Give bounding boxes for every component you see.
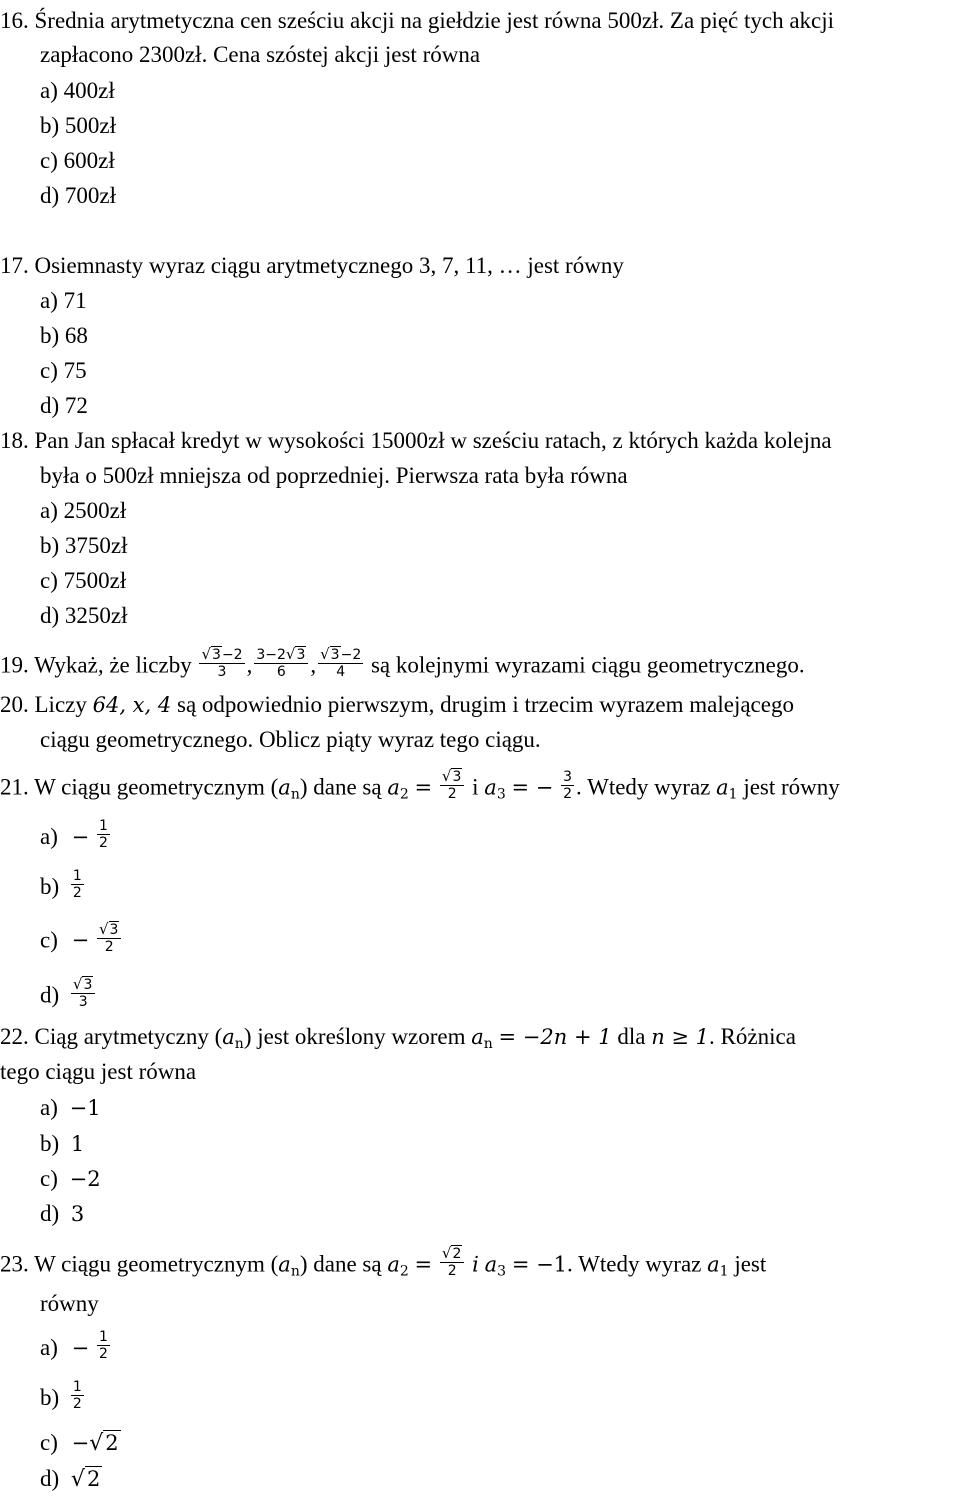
- question-22-line-1: 22. Ciąg arytmetyczny $(a_n)$ jest określony wzorem $a_n = -2n + 1$ dla n ≥ 1. Różnica: [0, 1024, 796, 1052]
- option-21-a: a) − $\frac{1}{2}$: [40, 818, 108, 851]
- option-17-b: b) 68: [40, 323, 88, 348]
- fraction-19-2: $\frac{3-2√3}{6}$: [254, 646, 308, 680]
- option-16-d: d) 700zł: [40, 183, 117, 208]
- fraction-19-3: $\frac{√3-2}{4}$: [320, 645, 362, 680]
- question-16-line-1: 16. Średnia arytmetyczna cen sześciu akcji na giełdzie jest równa 500zł. Za pięć tych akcji: [0, 8, 835, 33]
- fraction-23-a2: $\frac{√2}{2}$: [440, 1245, 464, 1279]
- question-20-line-1: 20. Liczy 64, x, 4 są odpowiednio pierwszym, drugim i trzecim wyrazem malejącego: [0, 692, 794, 717]
- question-17-line-1: 17. Osiemnasty wyraz ciągu arytmetycznego 3, 7, 11, … jest równy: [0, 253, 624, 278]
- option-22-a: a) −1: [40, 1095, 101, 1120]
- question-22-line-2: tego ciągu jest równa: [0, 1059, 197, 1084]
- option-23-b: b) $\frac{1}{2}$: [40, 1379, 82, 1412]
- option-18-b: b) 3750zł: [40, 533, 128, 558]
- question-21-line-1: 21. W ciągu geometrycznym $(a_n)$ dane są $a_2$ = $\frac{√3}{2}$ i $a_3$ = − $\frac{3}{2}$ . Wtedy wyraz $a_1$ jest równy: [0, 767, 840, 803]
- option-16-b: b) 500zł: [40, 113, 117, 138]
- option-22-b: b) 1: [40, 1131, 85, 1156]
- option-23-d: d) √2: [40, 1466, 101, 1492]
- option-22-d: d) 3: [40, 1201, 85, 1226]
- option-22-c: c) −2: [40, 1166, 101, 1191]
- option-16-a: a) 400zł: [40, 78, 115, 103]
- fraction-19-1: $\frac{√3-2}{3}$: [201, 645, 243, 680]
- option-17-a: a) 71: [40, 288, 87, 313]
- option-23-a: a) − $\frac{1}{2}$: [40, 1329, 108, 1362]
- option-18-a: a) 2500zł: [40, 498, 127, 523]
- option-17-c: c) 75: [40, 358, 87, 383]
- question-18-line-2: była o 500zł mniejsza od poprzedniej. Pierwsza rata była równa: [40, 463, 628, 488]
- question-16-line-2: zapłacono 2300zł. Cena szóstej akcji jest równa: [40, 42, 481, 67]
- option-17-d: d) 72: [40, 393, 88, 418]
- question-23-line-2: równy: [40, 1291, 99, 1316]
- option-21-d: d) $\frac{√3}{3}$: [40, 980, 97, 1014]
- question-20-line-2: ciągu geometrycznego. Oblicz piąty wyraz tego ciągu.: [40, 727, 541, 752]
- option-21-b: b) $\frac{1}{2}$: [40, 868, 82, 901]
- option-18-d: d) 3250zł: [40, 603, 128, 628]
- fraction-21-a2: $\frac{√3}{2}$: [440, 768, 464, 802]
- question-23-line-1: 23. W ciągu geometrycznym $(a_n)$ dane są $a_2$ = $\frac{√2}{2}$ i $a_3 = -1$. Wtedy wyraz $a_1$ jest: [0, 1244, 767, 1280]
- question-18-line-1: 18. Pan Jan spłacał kredyt w wysokości 15000zł w sześciu ratach, z których każda kolejna: [0, 428, 832, 453]
- question-19: 19. Wykaż, że liczby $\frac{√3-2}{3}$ , $\frac{3-2√3}{6}$ , $\frac{√3-2}{4}$ są kolejnymi wyrazami ciągu geometrycznego.: [0, 645, 805, 680]
- option-21-c: c) − $\frac{√3}{2}$: [40, 925, 123, 959]
- option-18-c: c) 7500zł: [40, 568, 127, 593]
- option-23-c: c) −√2: [40, 1430, 119, 1456]
- fraction-21-a3: $\frac{3}{2}$: [563, 768, 573, 802]
- option-16-c: c) 600zł: [40, 148, 115, 173]
